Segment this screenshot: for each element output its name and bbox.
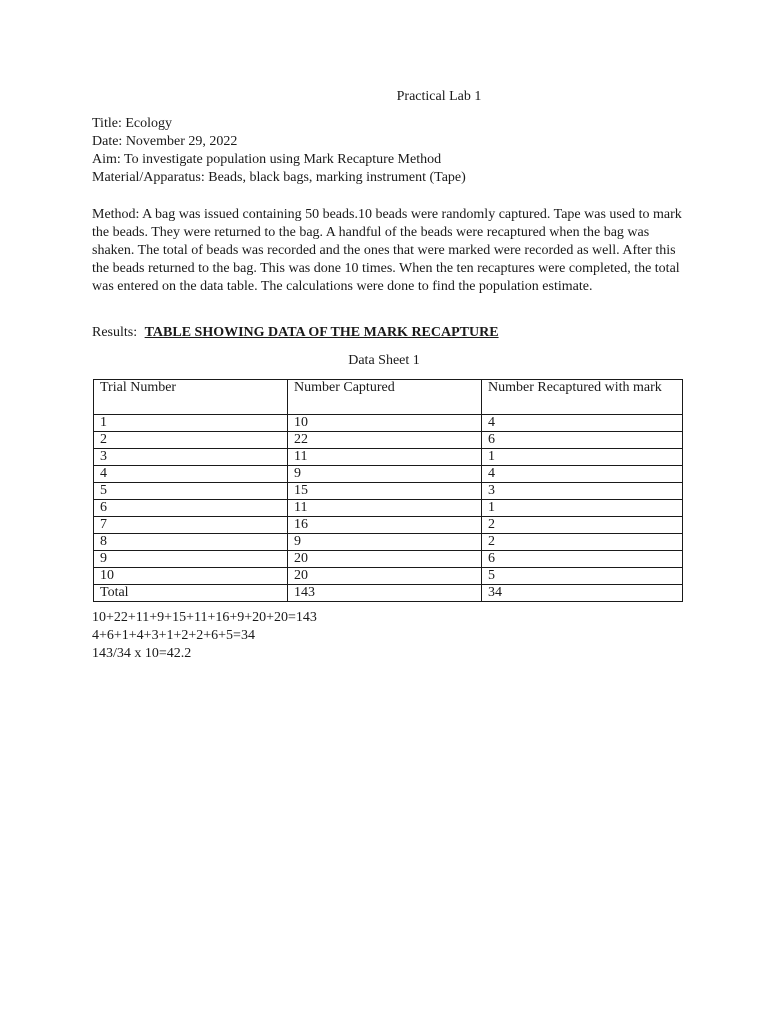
- calculations: [92, 609, 692, 663]
- table-cell: 1: [94, 415, 288, 432]
- table-cell: 16: [288, 517, 482, 534]
- meta-date: Date: November 29, 2022: [92, 134, 238, 149]
- table-cell: 9: [288, 466, 482, 483]
- table-cell: 7: [94, 517, 288, 534]
- meta-materials: Material/Apparatus: Beads, black bags, marking instrument (Tape): [92, 170, 466, 185]
- table-cell: 1: [482, 449, 683, 466]
- table-cell: 6: [482, 551, 683, 568]
- lab-meta: [92, 115, 692, 187]
- method-paragraph: Method: A bag was issued containing 50 beads.10 beads were randomly captured. Tape was used to mark the beads. They were returned to the bag. A handful of the beads were recaptured when the bag was shaken. The total of beads was recorded and the ones that were marked were recorded as well. After this the beads returned to the bag. This was done 10 times. When the ten recaptures were completed, the total was entered on the data table. The calculations were done to find the population estimate.: [92, 207, 682, 294]
- table-cell: 34: [482, 585, 683, 602]
- table-cell: 6: [94, 500, 288, 517]
- table-cell: 3: [94, 449, 288, 466]
- table-cell: 6: [482, 432, 683, 449]
- table-row: [94, 500, 683, 517]
- results-line: [92, 324, 692, 342]
- meta-title: Title: Ecology: [92, 116, 172, 131]
- calculation-line: 143/34 x 10=42.2: [92, 646, 192, 661]
- table-cell: 15: [288, 483, 482, 500]
- table-cell: 4: [482, 466, 683, 483]
- table-cell: 10: [94, 568, 288, 585]
- table-cell: 9: [94, 551, 288, 568]
- data-sheet-title: Data Sheet 1: [348, 353, 420, 368]
- table-cell: 2: [482, 534, 683, 551]
- table-cell: 2: [94, 432, 288, 449]
- table-cell: 5: [482, 568, 683, 585]
- table-row: [94, 551, 683, 568]
- column-header: Number Captured: [288, 380, 482, 415]
- table-row: [94, 517, 683, 534]
- meta-aim: Aim: To investigate population using Mark Recapture Method: [92, 152, 442, 167]
- table-cell: 5: [94, 483, 288, 500]
- table-row: [94, 466, 683, 483]
- table-cell: 2: [482, 517, 683, 534]
- table-row: [94, 483, 683, 500]
- table-row: [94, 568, 683, 585]
- table-row: [94, 415, 683, 432]
- table-row: [94, 534, 683, 551]
- table-cell: 11: [288, 449, 482, 466]
- table-cell: 20: [288, 551, 482, 568]
- table-row: [94, 432, 683, 449]
- table-cell: 4: [94, 466, 288, 483]
- table-cell: 22: [288, 432, 482, 449]
- data-table: [93, 379, 683, 602]
- calculation-line: 4+6+1+4+3+1+2+2+6+5=34: [92, 628, 255, 643]
- table-total-row: [94, 585, 683, 602]
- table-row: [94, 449, 683, 466]
- results-label: Results:: [92, 325, 138, 340]
- table-cell: 1: [482, 500, 683, 517]
- document-title: Practical Lab 1: [396, 89, 482, 104]
- table-header-row: [94, 380, 683, 415]
- column-header: Trial Number: [94, 380, 288, 415]
- table-cell: 10: [288, 415, 482, 432]
- table-cell: 11: [288, 500, 482, 517]
- table-cell: 9: [288, 534, 482, 551]
- table-cell: Total: [94, 585, 288, 602]
- table-cell: 3: [482, 483, 683, 500]
- calculation-line: 10+22+11+9+15+11+16+9+20+20=143: [92, 610, 317, 625]
- table-cell: 143: [288, 585, 482, 602]
- table-cell: 20: [288, 568, 482, 585]
- results-heading: TABLE SHOWING DATA OF THE MARK RECAPTURE: [144, 325, 499, 340]
- table-cell: 8: [94, 534, 288, 551]
- column-header: Number Recaptured with mark: [482, 380, 683, 415]
- table-cell: 4: [482, 415, 683, 432]
